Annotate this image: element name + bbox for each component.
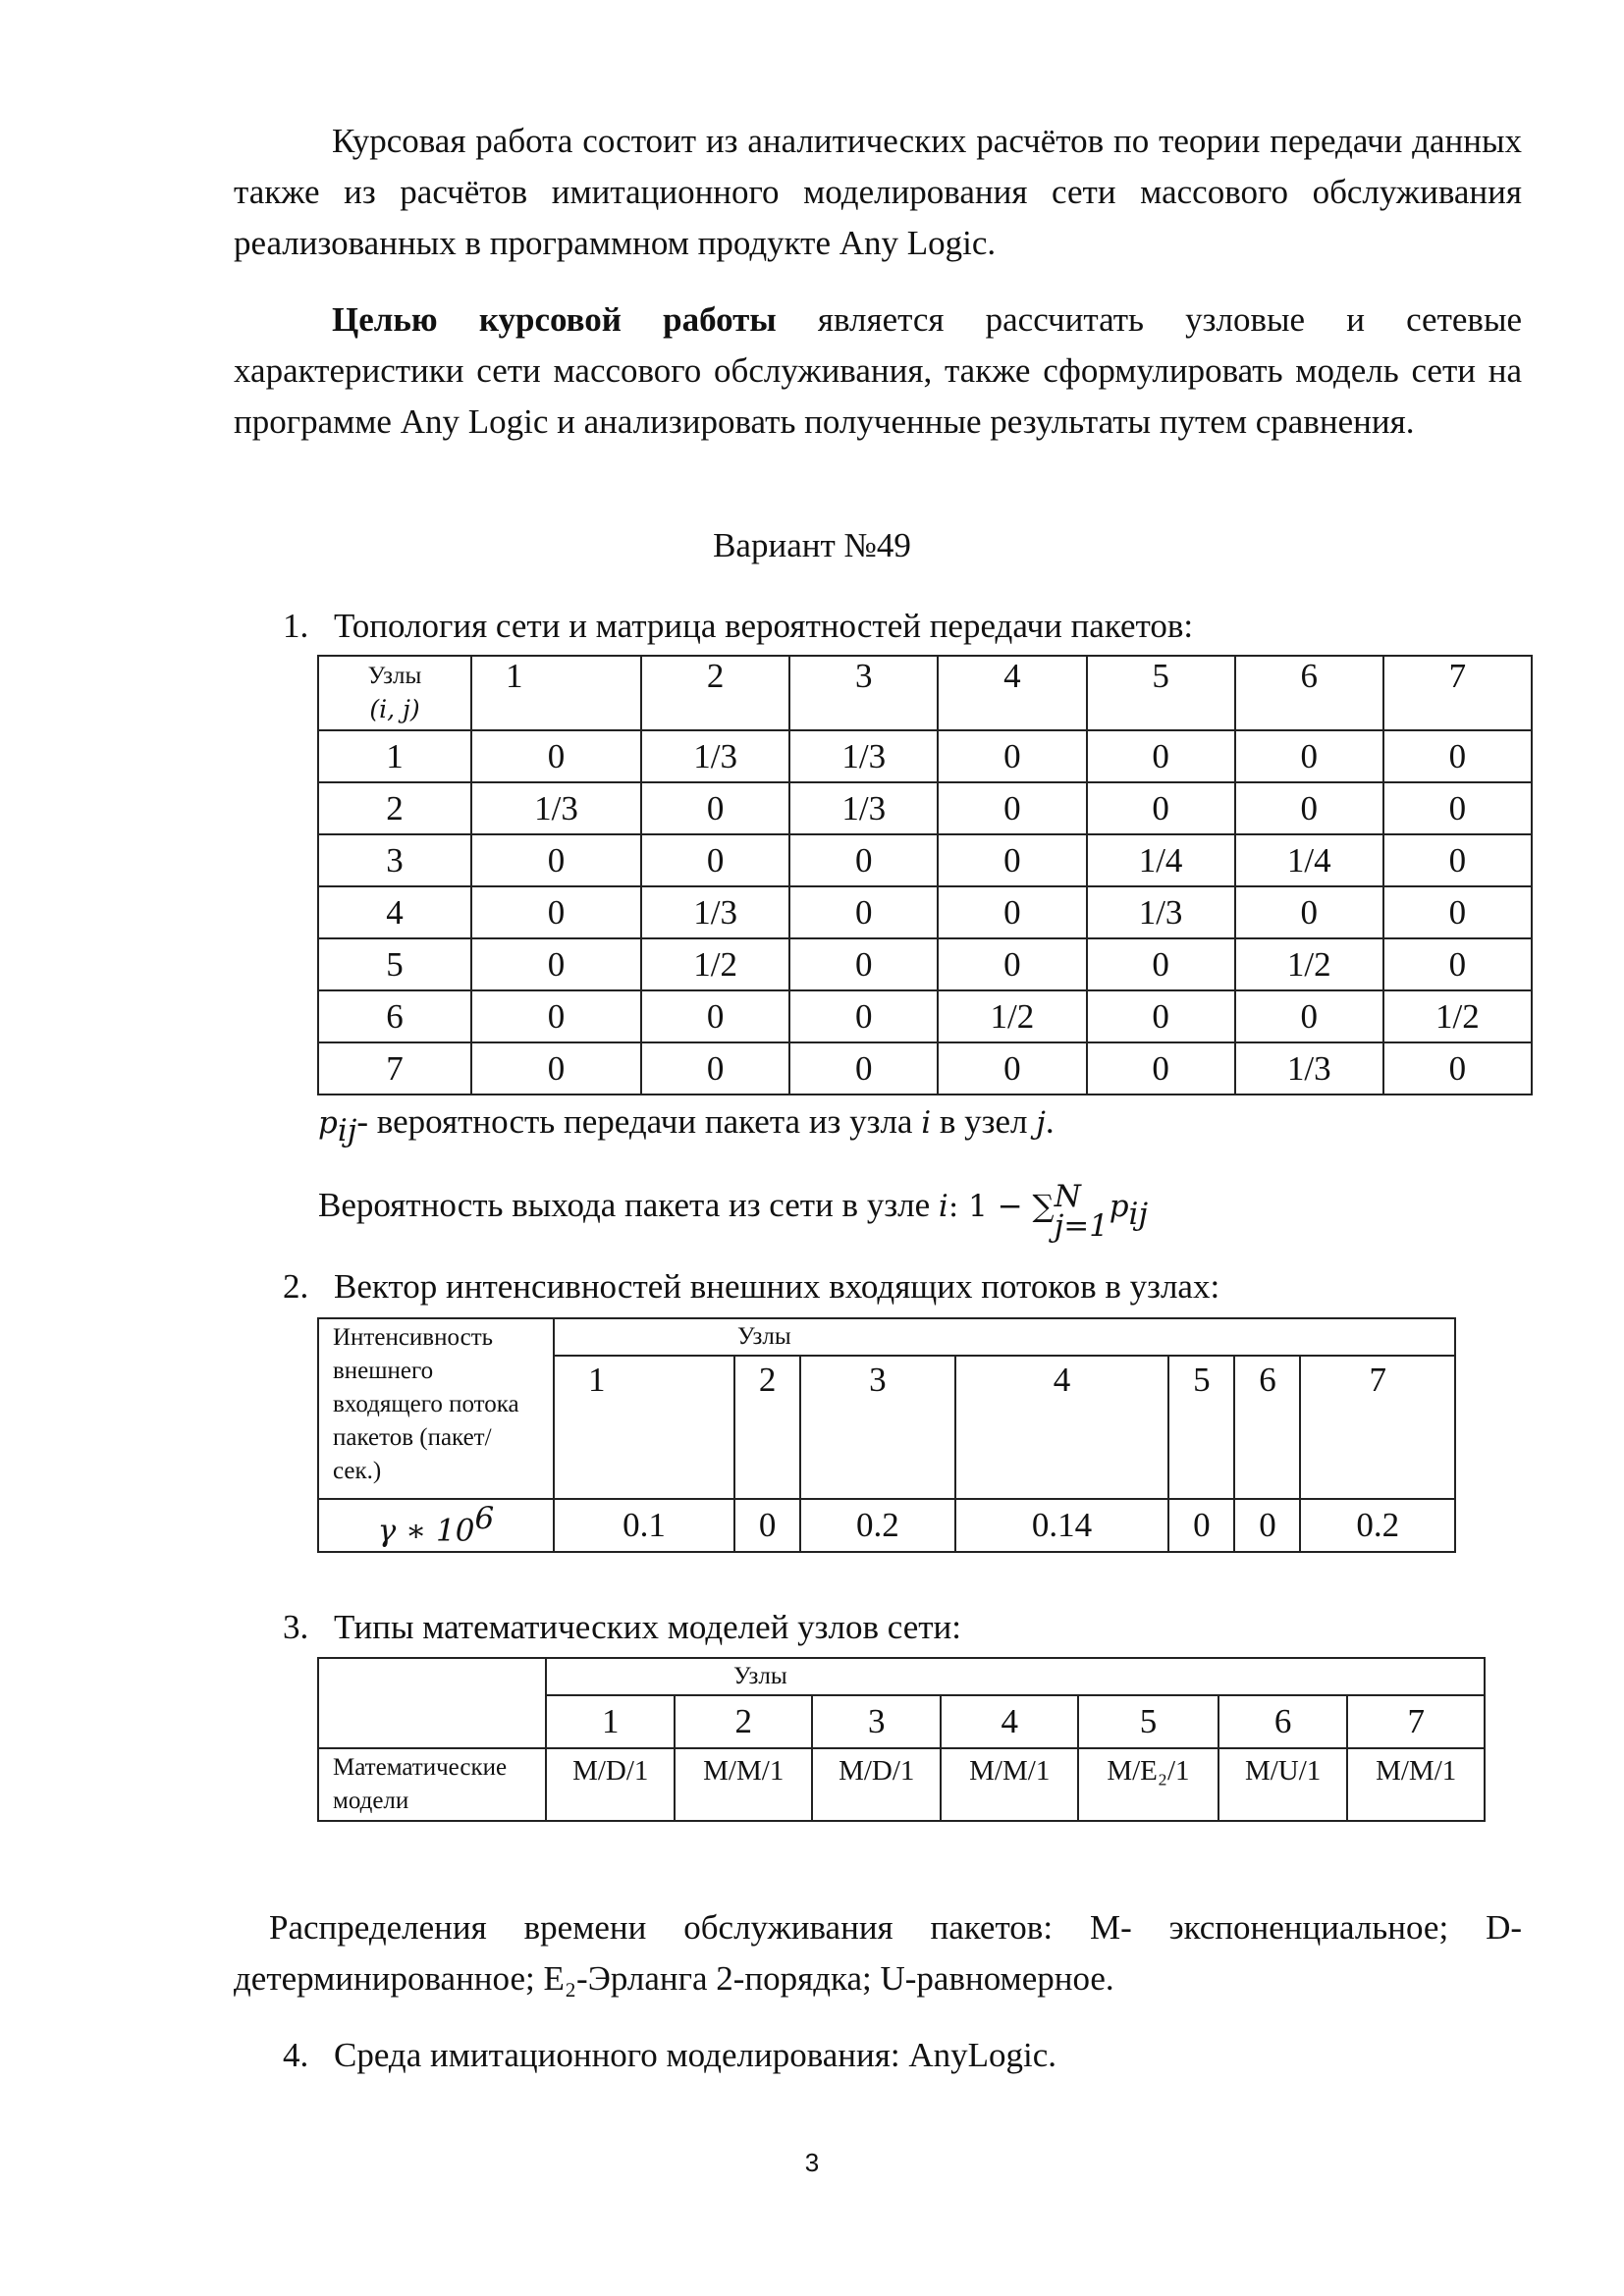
nodes-corner-header: Узлы (i, j) [318, 656, 471, 730]
goal-bold: Целью курсовой работы [332, 300, 777, 339]
table-row [318, 938, 1532, 990]
table-cell: 0 [938, 730, 1086, 782]
variant-title: Вариант №49 [713, 526, 911, 564]
row-label: 4 [318, 886, 471, 938]
input-intensity-table [317, 1317, 1456, 1553]
intensity-row-header: Интенсивность внешнего входящего потока пакетов (пакет/сек.) [318, 1318, 554, 1499]
table-cell: 0 [789, 938, 938, 990]
column-header: 7 [1300, 1356, 1455, 1499]
table-cell: 0 [938, 834, 1086, 886]
model-cell: M/M/1 [1347, 1748, 1485, 1821]
table-cell: 0 [641, 782, 789, 834]
column-header: 4 [938, 656, 1086, 730]
section-2-heading: 2. Вектор интенсивностей внешних входящих потоков в узлах: [283, 1267, 1220, 1306]
table-cell: 0 [1383, 1042, 1532, 1095]
column-header: 6 [1235, 656, 1383, 730]
table-row [318, 990, 1532, 1042]
table-cell: 1/4 [1235, 834, 1383, 886]
table-cell: 0 [1383, 886, 1532, 938]
probability-note: $p_{ij}-$ вероятность передачи пакета из узла i в узел j. [318, 1102, 1055, 1148]
table-cell: 1/3 [789, 730, 938, 782]
intro-paragraph-1: Курсовая работа состоит из аналитических расчётов по теории передачи данных также из расчётов имитационного моделирования сети массового обслуживания реализованных в программном продукте Any Logic. [234, 122, 1522, 262]
table-cell: 1/4 [1087, 834, 1235, 886]
table-cell: 0 [938, 938, 1086, 990]
table-cell: 0 [1235, 782, 1383, 834]
column-header: 4 [955, 1356, 1169, 1499]
table-cell: 0 [789, 1042, 938, 1095]
column-header: 5 [1168, 1356, 1234, 1499]
table-cell: 0 [789, 886, 938, 938]
table-cell: 0 [1087, 1042, 1235, 1095]
table-row [318, 1042, 1532, 1095]
table-cell: 0 [641, 1042, 789, 1095]
row-label: 1 [318, 730, 471, 782]
table-cell: 0 [938, 782, 1086, 834]
column-header: 1 [471, 656, 641, 730]
table-cell: 1/3 [1235, 1042, 1383, 1095]
table-cell: 0 [938, 1042, 1086, 1095]
table-cell: 0 [471, 990, 641, 1042]
table-cell: 0 [1087, 730, 1235, 782]
transition-matrix-table [317, 655, 1533, 1095]
page-number: 3 [804, 2148, 820, 2177]
table-cell: 1/2 [641, 938, 789, 990]
node-models-table [317, 1657, 1486, 1822]
section-3-heading: 3. Типы математических моделей узлов сети: [283, 1608, 961, 1646]
section-4-heading: 4. Среда имитационного моделирования: AnyLogic. [283, 2036, 1057, 2074]
table-cell: 0 [1087, 938, 1235, 990]
intensity-value: 0 [734, 1499, 800, 1552]
model-cell: M/E₂/1 [1078, 1748, 1218, 1821]
column-header: 5 [1087, 656, 1235, 730]
table-cell: 1/3 [471, 782, 641, 834]
table-cell: 0 [1087, 990, 1235, 1042]
table-row [318, 782, 1532, 834]
table-cell: 0 [471, 730, 641, 782]
table-cell: 0 [471, 938, 641, 990]
models-row-label: Математические модели [318, 1748, 546, 1821]
intensity-value: 0.1 [554, 1499, 734, 1552]
empty-corner [318, 1658, 546, 1748]
intro-paragraph-2: Целью курсовой работы является рассчитать узловые и сетевые характеристики сети массового обслуживания, также сформулировать модель сети на программе Any Logic и анализировать полученные результаты путем сравнения. [234, 300, 1523, 441]
table-cell: 0 [471, 1042, 641, 1095]
row-label: 7 [318, 1042, 471, 1095]
intensity-value: 0 [1234, 1499, 1300, 1552]
column-header: 4 [941, 1695, 1078, 1748]
nodes-group-header-3: Узлы [546, 1658, 1485, 1695]
table-cell: 0 [641, 834, 789, 886]
intensity-value: 0 [1168, 1499, 1234, 1552]
column-header: 5 [1078, 1695, 1218, 1748]
column-header: 3 [800, 1356, 954, 1499]
column-header: 2 [641, 656, 789, 730]
row-label: 3 [318, 834, 471, 886]
table-row [318, 834, 1532, 886]
row-label: 6 [318, 990, 471, 1042]
column-header: 2 [734, 1356, 800, 1499]
table-cell: 1/3 [1087, 886, 1235, 938]
table-cell: 0 [1235, 990, 1383, 1042]
table-cell: 0 [789, 990, 938, 1042]
table-cell: 0 [1235, 730, 1383, 782]
table-cell: 0 [1383, 730, 1532, 782]
intensity-value: 0.14 [955, 1499, 1169, 1552]
column-header: 1 [554, 1356, 734, 1499]
column-header: 2 [675, 1695, 812, 1748]
table-cell: 1/2 [938, 990, 1086, 1042]
column-header: 6 [1218, 1695, 1347, 1748]
distributions-paragraph: Распределения времени обслуживания пакетов: M- экспоненциальное; D-детерминированное; E₂-Эрланга 2-порядка; U-равномерное. [234, 1908, 1522, 1998]
table-cell: 0 [789, 834, 938, 886]
exit-probability-formula: Вероятность выхода пакета из сети в узле i: 1 − ∑ N j=1 $p_{ij}$ [318, 1179, 1149, 1244]
table-cell: 0 [1383, 938, 1532, 990]
table-cell: 0 [1383, 834, 1532, 886]
model-cell: M/U/1 [1218, 1748, 1347, 1821]
table-cell: 1/3 [641, 730, 789, 782]
table-cell: 1/2 [1235, 938, 1383, 990]
column-header: 3 [812, 1695, 941, 1748]
column-header: 3 [789, 656, 938, 730]
model-cell: M/M/1 [675, 1748, 812, 1821]
intensity-value: 0.2 [1300, 1499, 1455, 1552]
table-cell: 0 [471, 834, 641, 886]
intensity-value: 0.2 [800, 1499, 954, 1552]
table-cell: 1/3 [789, 782, 938, 834]
table-cell: 0 [641, 990, 789, 1042]
table-cell: 1/2 [1383, 990, 1532, 1042]
table-row [318, 886, 1532, 938]
table-cell: 0 [471, 886, 641, 938]
column-header: 1 [546, 1695, 675, 1748]
model-cell: M/D/1 [546, 1748, 675, 1821]
table-cell: 0 [1235, 886, 1383, 938]
table-cell: 0 [938, 886, 1086, 938]
table-row [318, 730, 1532, 782]
table-cell: 0 [1087, 782, 1235, 834]
column-header: 6 [1234, 1356, 1300, 1499]
section-1-heading: 1. Топология сети и матрица вероятностей передачи пакетов: [283, 607, 1194, 645]
model-cell: M/D/1 [812, 1748, 941, 1821]
model-cell: M/M/1 [941, 1748, 1078, 1821]
nodes-group-header: Узлы [554, 1318, 1455, 1356]
table-cell: 0 [1383, 782, 1532, 834]
row-label: 2 [318, 782, 471, 834]
row-label: 5 [318, 938, 471, 990]
column-header: 7 [1383, 656, 1532, 730]
column-header: 7 [1347, 1695, 1485, 1748]
table-cell: 1/3 [641, 886, 789, 938]
gamma-label: γ ∗ $10^6$ [318, 1499, 554, 1552]
